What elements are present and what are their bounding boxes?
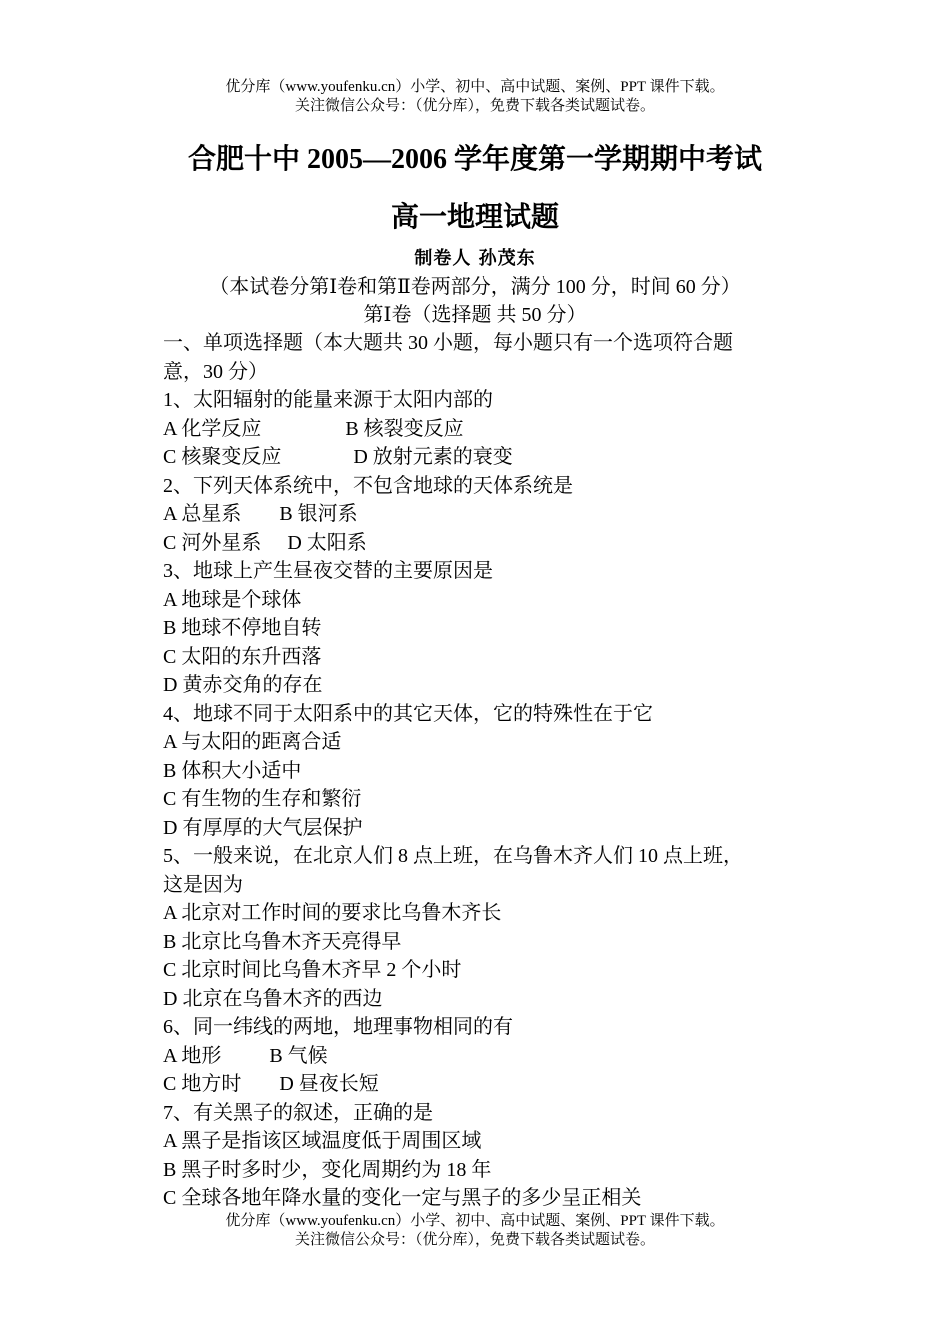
footer-line-1: 优分库（www.youfenku.cn）小学、初中、高中试题、案例、PPT 课件下载。 xyxy=(225,1213,725,1229)
q3-option-a: A 地球是个球体 xyxy=(163,588,302,611)
question-1-stem: 1、太阳辐射的能量来源于太阳内部的 xyxy=(163,389,493,411)
q6-option-c: C 地方时 xyxy=(163,1073,242,1095)
q7-option-a: A 黑子是指该区域温度低于周围区域 xyxy=(163,1130,482,1152)
question-1-options-ab xyxy=(163,415,813,444)
question-body xyxy=(163,329,813,1213)
page-footer xyxy=(0,1212,950,1250)
part-one-heading: 第Ⅰ卷（选择题 共 50 分） xyxy=(363,304,587,326)
q6-option-a: A 地形 xyxy=(163,1044,222,1067)
question-2-options-ab xyxy=(163,500,813,529)
q5-option-d: D 北京在乌鲁木齐的西边 xyxy=(163,987,383,1010)
question-6-options-ab xyxy=(163,1042,813,1071)
q6-option-b: B 气候 xyxy=(269,1044,328,1067)
question-5-stem-line-1: 5、一般来说，在北京人们 8 点上班，在乌鲁木齐人们 10 点上班， xyxy=(163,845,743,867)
exam-note: （本试卷分第Ⅰ卷和第Ⅱ卷两部分，满分 100 分，时间 60 分） xyxy=(209,276,741,298)
q3-option-c: C 太阳的东升西落 xyxy=(163,645,322,668)
q2-option-d: D 太阳系 xyxy=(287,531,367,554)
q6-option-d: D 昼夜长短 xyxy=(279,1073,379,1095)
question-2-stem: 2、下列天体系统中，不包含地球的天体系统是 xyxy=(163,474,573,497)
page-header xyxy=(0,78,950,116)
q2-option-a: A 总星系 xyxy=(163,503,242,525)
header-line-1: 优分库（www.youfenku.cn）小学、初中、高中试题、案例、PPT 课件下载。 xyxy=(225,79,725,95)
q3-option-d: D 黄赤交角的存在 xyxy=(163,674,323,696)
exam-subtitle: 高一地理试题 xyxy=(390,202,559,233)
question-2-options-cd xyxy=(163,529,813,558)
q5-option-b: B 北京比乌鲁木齐天亮得早 xyxy=(163,930,402,953)
q1-option-d: D 放射元素的衰变 xyxy=(353,446,513,468)
q2-option-b: B 银河系 xyxy=(279,503,358,525)
question-6-options-cd xyxy=(163,1070,813,1099)
question-3-stem: 3、地球上产生昼夜交替的主要原因是 xyxy=(163,560,493,582)
footer-line-2: 关注微信公众号：（优分库），免费下载各类试题试卷。 xyxy=(294,1232,655,1248)
exam-author: 制卷人 孙茂东 xyxy=(414,248,536,269)
q3-option-b: B 地球不停地自转 xyxy=(163,617,322,639)
q1-option-c: C 核聚变反应 xyxy=(163,446,282,468)
q2-option-c: C 河外星系 xyxy=(163,531,262,554)
q4-option-d: D 有厚厚的大气层保护 xyxy=(163,816,363,839)
q7-option-c: C 全球各地年降水量的变化一定与黑子的多少呈正相关 xyxy=(163,1187,642,1209)
q5-option-c: C 北京时间比乌鲁木齐早 2 个小时 xyxy=(163,959,462,981)
q4-option-c: C 有生物的生存和繁衍 xyxy=(163,788,362,810)
section-heading-line-2: 意，30 分） xyxy=(163,360,268,383)
q4-option-b: B 体积大小适中 xyxy=(163,759,302,782)
question-5-stem-line-2: 这是因为 xyxy=(163,873,243,896)
q1-option-a: A 化学反应 xyxy=(163,417,262,440)
question-6-stem: 6、同一纬线的两地，地理事物相同的有 xyxy=(163,1016,513,1038)
question-7-stem: 7、有关黑子的叙述，正确的是 xyxy=(163,1101,433,1124)
q4-option-a: A 与太阳的距离合适 xyxy=(163,731,342,753)
q1-option-b: B 核裂变反应 xyxy=(345,417,464,440)
section-heading-line-1: 一、单项选择题（本大题共 30 小题，每小题只有一个选项符合题 xyxy=(163,332,733,354)
q7-option-b: B 黑子时多时少，变化周期约为 18 年 xyxy=(163,1158,492,1181)
q5-option-a: A 北京对工作时间的要求比乌鲁木齐长 xyxy=(163,902,502,924)
question-4-stem: 4、地球不同于太阳系中的其它天体，它的特殊性在于它 xyxy=(163,702,653,725)
header-line-2: 关注微信公众号：（优分库），免费下载各类试题试卷。 xyxy=(294,98,655,114)
exam-title: 合肥十中 2005—2006 学年度第一学期期中考试 xyxy=(187,144,762,175)
question-1-options-cd xyxy=(163,443,813,472)
